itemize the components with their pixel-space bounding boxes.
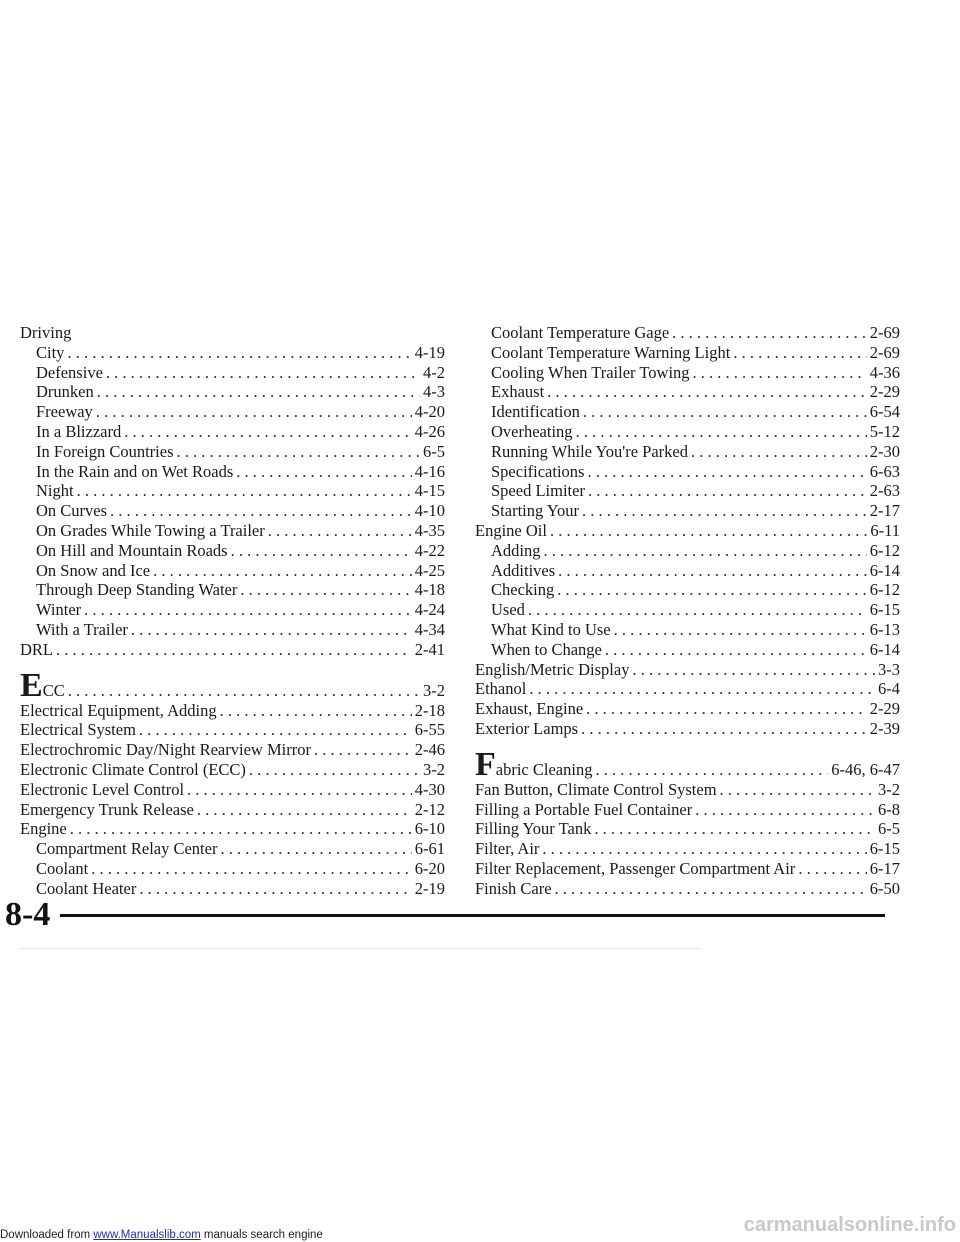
index-entry-page: 4-34 — [414, 619, 445, 639]
index-entry-label: Additives — [491, 560, 556, 580]
index-entry-page: 6-4 — [878, 679, 900, 699]
index-entry-label: Fan Button, Climate Control System — [475, 779, 717, 799]
index-entry-page: 2-63 — [869, 481, 900, 501]
index-entry-label: Overheating — [491, 421, 573, 441]
index-entry-page: 4-25 — [414, 560, 445, 580]
dot-leader — [124, 422, 412, 442]
index-entry — [20, 541, 445, 561]
index-entry-label: Electronic Climate Control (ECC) — [20, 759, 246, 779]
index-entry — [475, 422, 900, 442]
manualslib-link[interactable]: www.Manualslib.com — [93, 1229, 201, 1241]
index-entry-page: 3-2 — [878, 779, 900, 799]
index-entry-page: 2-12 — [414, 799, 445, 819]
index-entry-page: 2-19 — [414, 878, 445, 898]
index-entry — [475, 719, 900, 739]
dot-leader — [240, 580, 411, 600]
dot-leader — [582, 501, 867, 521]
index-entry-label: Driving — [20, 323, 72, 342]
index-entry — [475, 819, 900, 839]
index-entry-label: English/Metric Display — [475, 659, 630, 679]
index-entry — [475, 745, 900, 783]
index-entry — [20, 402, 445, 422]
index-entry — [475, 363, 900, 383]
section-entry-rest: CC — [42, 680, 65, 700]
index-entry — [20, 422, 445, 442]
download-source-bar — [0, 1228, 323, 1242]
index-entry — [20, 859, 445, 879]
index-entry-label — [475, 745, 593, 783]
index-entry-page: 6-8 — [878, 799, 900, 819]
dot-leader — [614, 620, 867, 640]
index-entry-page: 5-12 — [869, 421, 900, 441]
index-entry-page: 6-14 — [869, 639, 900, 659]
dot-leader — [529, 679, 875, 699]
dot-leader — [632, 660, 875, 680]
index-entry-label: Coolant Heater — [36, 878, 137, 898]
dot-leader — [268, 521, 412, 541]
dot-leader — [542, 839, 866, 859]
index-entry-label: Engine Oil — [475, 520, 547, 540]
index-entry-page: 2-39 — [869, 718, 900, 738]
index-entry-label: Defensive — [36, 362, 103, 382]
index-entry — [20, 501, 445, 521]
page-number: 8-4 — [5, 896, 51, 933]
index-entry-page: 6-12 — [869, 580, 900, 600]
index-entry-page: 2-69 — [869, 323, 900, 342]
dot-leader — [249, 760, 420, 780]
index-entry-page: 2-69 — [869, 342, 900, 362]
dot-leader — [77, 481, 412, 501]
index-entry-label: Cooling When Trailer Towing — [491, 362, 690, 382]
index-entry — [20, 363, 445, 383]
index-entry — [475, 620, 900, 640]
dot-leader — [314, 740, 412, 760]
index-entry-page: 4-2 — [423, 362, 445, 382]
index-entry-page: 4-18 — [414, 580, 445, 600]
dot-leader — [153, 561, 412, 581]
dot-leader — [558, 561, 867, 581]
index-entry-page: 6-14 — [869, 560, 900, 580]
index-entry-page: 2-17 — [869, 501, 900, 521]
index-entry-page: 6-5 — [878, 819, 900, 839]
dot-leader — [91, 859, 412, 879]
index-entry — [475, 541, 900, 561]
index-entry — [475, 442, 900, 462]
index-entry — [475, 780, 900, 800]
index-entry-label: Through Deep Standing Water — [36, 580, 238, 600]
index-entry — [475, 800, 900, 820]
index-entry-label: Ethanol — [475, 679, 527, 699]
index-entry — [20, 740, 445, 760]
dot-leader — [595, 760, 828, 780]
index-entry-page: 6-61 — [414, 839, 445, 859]
index-entry-label: Filter Replacement, Passenger Compartment Air — [475, 858, 796, 878]
dot-leader — [594, 819, 875, 839]
dot-leader — [586, 699, 867, 719]
index-entry-page: 4-30 — [414, 779, 445, 799]
index-entry-label: When to Change — [491, 639, 602, 659]
dot-leader — [84, 600, 412, 620]
index-entry — [20, 521, 445, 541]
index-entry-label: On Curves — [36, 501, 108, 521]
index-entry-label: Exhaust — [491, 382, 545, 402]
dot-leader — [547, 382, 867, 402]
index-entry-label: Engine — [20, 819, 67, 839]
index-entry-label: Filter, Air — [475, 839, 540, 859]
index-column-left — [20, 323, 445, 899]
section-letter: E — [20, 666, 43, 704]
index-entry — [20, 879, 445, 899]
dot-leader — [68, 681, 420, 701]
watermark: carmanualsonline.info — [743, 1214, 956, 1236]
index-entry — [20, 561, 445, 581]
index-entry — [475, 561, 900, 581]
index-entry — [475, 323, 900, 343]
index-entry — [475, 699, 900, 719]
dot-leader — [605, 640, 867, 660]
index-entry — [20, 819, 445, 839]
dot-leader — [70, 819, 412, 839]
index-entry — [475, 660, 900, 680]
dot-leader — [798, 859, 866, 879]
index-entry-page: 6-20 — [414, 858, 445, 878]
index-entry-label: Electrochromic Day/Night Rearview Mirror — [20, 740, 311, 760]
index-entry — [20, 839, 445, 859]
dot-leader — [56, 640, 412, 660]
index-entry-label: Freeway — [36, 402, 93, 422]
index-entry-page: 6-50 — [869, 878, 900, 898]
dot-leader — [97, 382, 420, 402]
index-entry-label: Identification — [491, 402, 580, 422]
dot-leader — [220, 701, 412, 721]
dot-leader — [139, 879, 411, 899]
index-entry-page: 2-46 — [414, 740, 445, 760]
index-entry — [475, 679, 900, 699]
index-entry — [20, 323, 445, 343]
dot-leader — [581, 719, 867, 739]
index-entry — [20, 760, 445, 780]
index-entry-page: 2-29 — [869, 699, 900, 719]
index-entry-page: 4-10 — [414, 501, 445, 521]
index-entry-label: Specifications — [491, 461, 585, 481]
index-entry-label: What Kind to Use — [491, 619, 611, 639]
download-prefix: Downloaded from — [0, 1229, 94, 1241]
index-entry-label: Finish Care — [475, 878, 552, 898]
index-entry-page: 6-11 — [870, 520, 900, 540]
index-entry-page: 3-2 — [423, 759, 445, 779]
index-entry — [475, 839, 900, 859]
index-column-right — [475, 323, 900, 899]
index-entry-label: Winter — [36, 600, 82, 620]
index-entry — [20, 580, 445, 600]
dot-leader — [106, 363, 420, 383]
index-entry-page: 6-17 — [869, 858, 900, 878]
dot-leader — [177, 442, 421, 462]
index-entry — [475, 879, 900, 899]
dot-leader — [131, 620, 412, 640]
index-entry — [475, 600, 900, 620]
index-entry — [20, 600, 445, 620]
index-entry-page: 4-19 — [414, 342, 445, 362]
index-entry-label: Exhaust, Engine — [475, 699, 584, 719]
index-entry-page: 4-24 — [414, 600, 445, 620]
index-entry-label: Starting Your — [491, 501, 580, 521]
index-entry-page: 6-5 — [423, 441, 445, 461]
index-entry-page: 4-35 — [414, 520, 445, 540]
index-entry-label: Checking — [491, 580, 555, 600]
index-entry — [20, 462, 445, 482]
dot-leader — [555, 879, 867, 899]
dot-leader — [588, 481, 867, 501]
index-entry — [20, 800, 445, 820]
dot-leader — [67, 343, 411, 363]
index-entry-label: On Snow and Ice — [36, 560, 151, 580]
index-entry-label: Electrical Equipment, Adding — [20, 700, 217, 720]
index-entry-page: 6-63 — [869, 461, 900, 481]
index-entry — [20, 382, 445, 402]
index-entry — [475, 501, 900, 521]
index-entry-label: Coolant Temperature Warning Light — [491, 342, 731, 362]
dot-leader — [220, 839, 411, 859]
dot-leader — [587, 462, 866, 482]
download-suffix: manuals search engine — [200, 1229, 323, 1241]
index-entry — [20, 666, 445, 704]
index-entry-label: Drunken — [36, 382, 94, 402]
index-entry — [475, 521, 900, 541]
faint-scan-line — [20, 948, 700, 949]
index-entry-label: In the Rain and on Wet Roads — [36, 461, 234, 481]
dot-leader — [720, 780, 875, 800]
index-entry-label: Used — [491, 600, 525, 620]
index-entry-page: 4-16 — [414, 461, 445, 481]
dot-leader — [236, 462, 411, 482]
dot-leader — [695, 800, 875, 820]
index-entry-page: 6-54 — [869, 402, 900, 422]
index-entry-label: On Grades While Towing a Trailer — [36, 520, 265, 540]
index-entry-label: Adding — [491, 540, 541, 560]
dot-leader — [550, 521, 867, 541]
index-entry — [20, 442, 445, 462]
dot-leader — [197, 800, 412, 820]
footer-rule — [60, 914, 885, 917]
index-entry-page: 4-36 — [869, 362, 900, 382]
index-entry-page: 4-20 — [414, 402, 445, 422]
index-entry-label: Emergency Trunk Release — [20, 799, 194, 819]
dot-leader — [583, 402, 867, 422]
dot-leader — [528, 600, 867, 620]
index-entry-label: Filling a Portable Fuel Container — [475, 799, 693, 819]
dot-leader — [110, 501, 412, 521]
dot-leader — [576, 422, 867, 442]
dot-leader — [733, 343, 866, 363]
index-entry — [20, 343, 445, 363]
index-entry-page: 3-2 — [423, 680, 445, 700]
index-entry — [475, 640, 900, 660]
index-entry-label: Filling Your Tank — [475, 819, 592, 839]
index-entry — [475, 580, 900, 600]
index-entry-label: On Hill and Mountain Roads — [36, 540, 228, 560]
index-entry-page: 2-29 — [869, 382, 900, 402]
dot-leader — [693, 363, 867, 383]
index-entry-page: 6-55 — [414, 720, 445, 740]
index-entry — [20, 720, 445, 740]
index-entry — [475, 481, 900, 501]
index-entry-label: Electrical System — [20, 720, 136, 740]
index-entry-page: 4-3 — [423, 382, 445, 402]
index-entry-label: With a Trailer — [36, 619, 128, 639]
index-entry-page: 2-41 — [414, 639, 445, 659]
index-entry-page: 6-12 — [869, 540, 900, 560]
index-entry-label: Exterior Lamps — [475, 718, 579, 738]
index-entry-label: In a Blizzard — [36, 421, 122, 441]
index-entry — [20, 701, 445, 721]
index-entry — [475, 402, 900, 422]
index-entry-page: 4-15 — [414, 481, 445, 501]
index-entry — [20, 620, 445, 640]
dot-leader — [557, 580, 867, 600]
index-entry — [20, 481, 445, 501]
index-entry-page: 4-22 — [414, 540, 445, 560]
index-entry-page: 6-13 — [869, 619, 900, 639]
index-entry-label: DRL — [20, 639, 53, 659]
dot-leader — [672, 323, 867, 343]
index-entry-label: Speed Limiter — [491, 481, 585, 501]
dot-leader — [691, 442, 867, 462]
section-letter: F — [475, 745, 496, 783]
dot-leader — [139, 720, 412, 740]
index-entry-label: Electronic Level Control — [20, 779, 185, 799]
index-entry — [20, 640, 445, 660]
dot-leader — [187, 780, 412, 800]
index-entry — [475, 462, 900, 482]
index-entry — [20, 780, 445, 800]
index-entry-label: Coolant — [36, 858, 89, 878]
index-entry — [475, 382, 900, 402]
dot-leader — [231, 541, 412, 561]
index-entry-label: Running While You're Parked — [491, 441, 688, 461]
index-entry-page: 3-3 — [878, 659, 900, 679]
index-entry — [475, 859, 900, 879]
index-entry-page: 6-15 — [869, 600, 900, 620]
index-entry-label — [20, 666, 65, 704]
index-entry-page: 6-46, 6-47 — [831, 759, 900, 779]
section-entry-rest: abric Cleaning — [495, 759, 593, 779]
index-entry-page: 6-10 — [414, 819, 445, 839]
dot-leader — [96, 402, 412, 422]
index-entry-page: 6-15 — [869, 839, 900, 859]
dot-leader — [544, 541, 867, 561]
index-entry-label: In Foreign Countries — [36, 441, 174, 461]
index-entry-page: 2-18 — [414, 700, 445, 720]
index-entry-page: 4-26 — [414, 421, 445, 441]
index-entry-label: City — [36, 342, 65, 362]
index-entry-label: Compartment Relay Center — [36, 839, 218, 859]
index-entry-page: 2-30 — [869, 441, 900, 461]
index-entry-label: Coolant Temperature Gage — [491, 323, 670, 342]
index-entry-label: Night — [36, 481, 74, 501]
index-entry — [475, 343, 900, 363]
